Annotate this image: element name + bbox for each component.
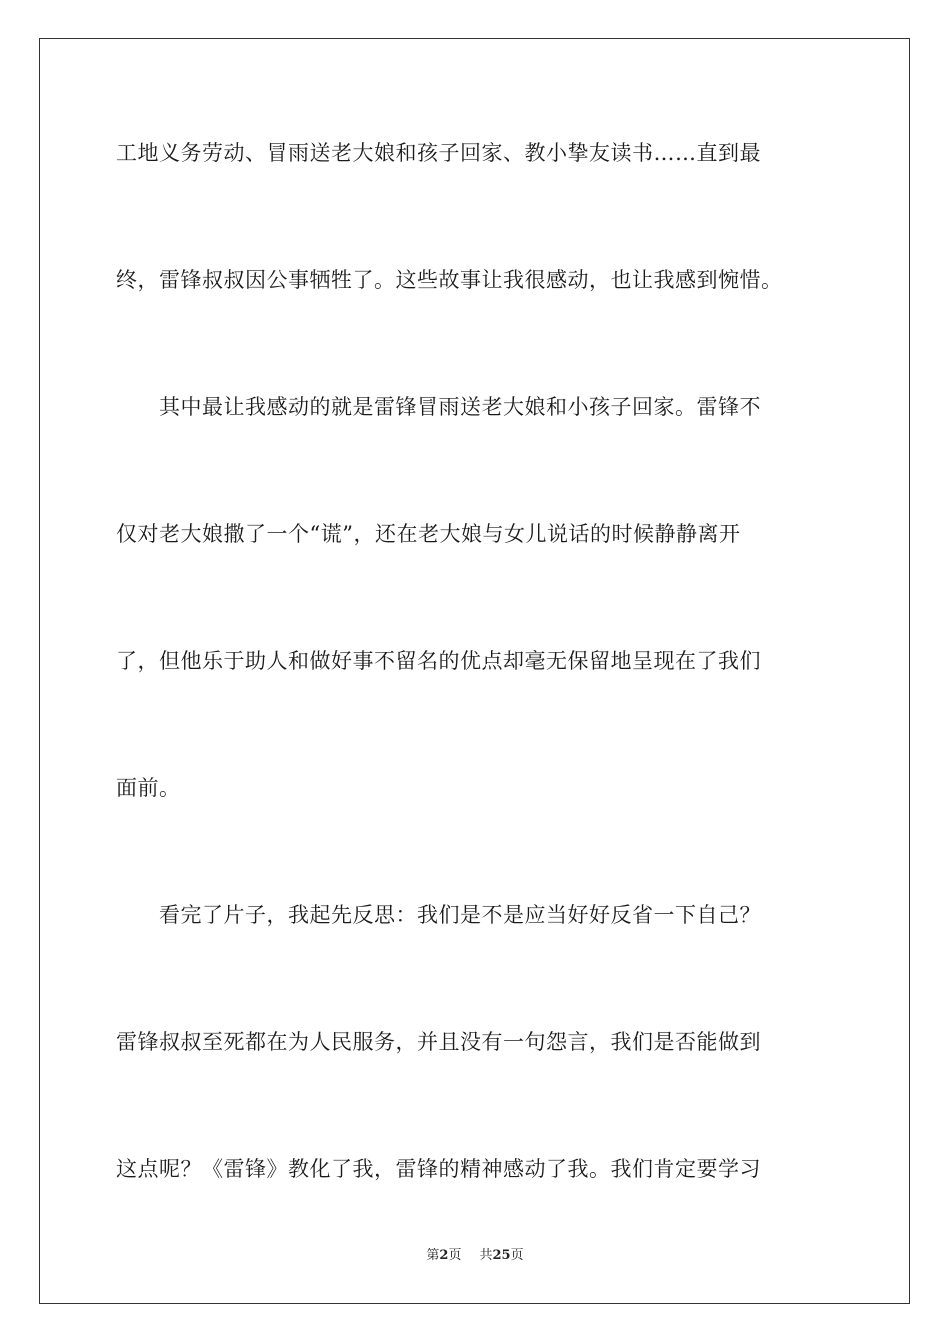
text-line-3: 其中最让我感动的就是雷锋冒雨送老大娘和小孩子回家。雷锋不 — [116, 395, 761, 419]
page-total: 25 — [492, 1248, 511, 1263]
page-number-prefix: 第 — [426, 1248, 440, 1263]
page-total-suffix: 页 — [510, 1248, 524, 1263]
text-line-2: 终，雷锋叔叔因公事牺牲了。这些故事让我很感动，也让我感到惋惜。 — [116, 268, 783, 292]
text-line-6: 面前。 — [116, 776, 181, 800]
text-line-9: 这点呢？《雷锋》教化了我，雷锋的精神感动了我。我们肯定要学习 — [116, 1157, 761, 1181]
page-number-suffix: 页 — [448, 1248, 462, 1263]
page-total-prefix: 共 — [479, 1248, 493, 1263]
text-line-4: 仅对老大娘撒了一个“谎”，还在老大娘与女儿说话的时候静静离开 — [116, 522, 741, 546]
text-line-8: 雷锋叔叔至死都在为人民服务，并且没有一句怨言，我们是否能做到 — [116, 1030, 761, 1054]
text-line-5: 了，但他乐于助人和做好事不留名的优点却毫无保留地呈现在了我们 — [116, 649, 761, 673]
text-line-7: 看完了片子，我起先反思：我们是不是应当好好反省一下自己？ — [116, 903, 761, 927]
page-number-current: 2 — [439, 1248, 449, 1263]
text-line-1: 工地义务劳动、冒雨送老大娘和孩子回家、教小挚友读书……直到最 — [116, 141, 761, 165]
page-footer — [0, 1248, 950, 1264]
